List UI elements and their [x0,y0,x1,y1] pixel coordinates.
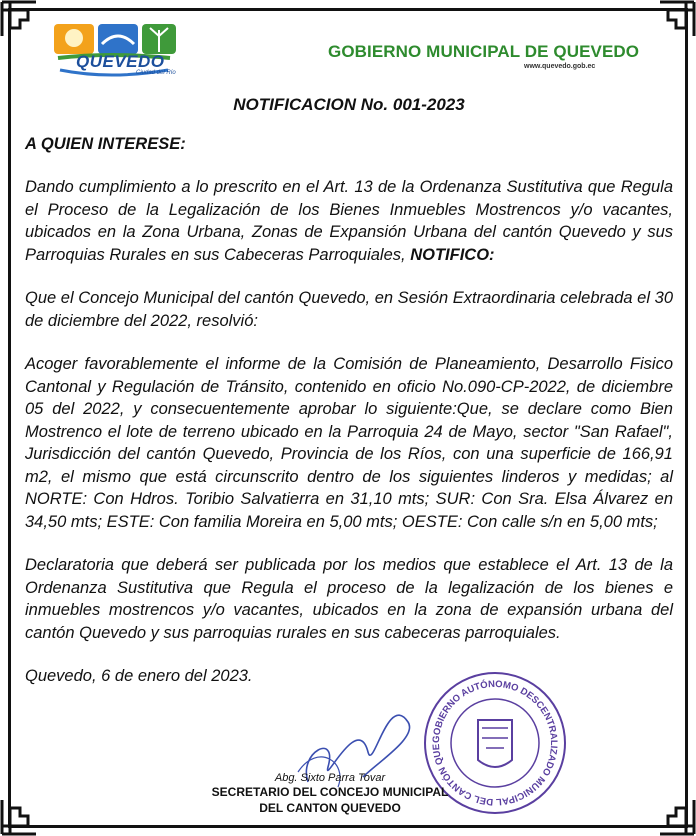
government-url: www.quevedo.gob.ec [524,63,596,70]
signer-block [180,772,480,816]
corner-ornament [0,0,38,38]
signer-title: DEL CANTON QUEVEDO [259,801,401,815]
place-date: Quevedo, 6 de enero del 2023. [25,667,253,685]
signer-title: SECRETARIO DEL CONCEJO MUNICIPAL [211,785,449,799]
paragraph: Acoger favorablemente el informe de la Comisión de Planeamiento, Desarrollo Fisico Cantonal y Regulación de Tránsito, contenido en oficio No.090-CP-2022, de diciembre 05 del 2022, y consecuentemente aprobar lo siguiente:Que, se declare como Bien Mostrenco el lote de terreno ubicado en la Parroquia 24 de Mayo, sector "San Rafael", Jurisdicción del cantón Quevedo, Provincia de los Ríos, con una superficie de 166,91 m2, el mismo que está circunscrito dentro de los siguientes linderos y medidas; al NORTE: Con Hdros. Toribio Salvatierra en 31,10 mts; SUR: Con Sra. Elsa Álvarez en 34,50 mts; ESTE: Con familia Moreira en 5,00 mts; OESTE: Con calle s/n en 5,00 mts; [25,355,673,531]
paragraph-text: Dando cumplimiento a lo prescrito en el Art. 13 de la Ordenanza Sustitutiva que Regula el Proceso de la Legalización de los Bienes Inmuebles Mostrencos y/o vacantes, ubicados en la Zona Urbana, Zonas de Expansión Urbana del cantón Quevedo y sus Parroquias Rurales en sus Cabeceras Parroquiales, [25,178,673,264]
letterhead [50,22,650,84]
government-title: GOBIERNO MUNICIPAL DE QUEVEDO [328,42,640,61]
paragraph [25,176,673,266]
corner-ornament [658,798,696,836]
signer-name: Abg. Sixto Parra Tovar [274,772,386,784]
corner-ornament [0,798,38,836]
notifico-label: NOTIFICO: [410,245,495,264]
paragraph: Que el Concejo Municipal del cantón Quevedo, en Sesión Extraordinaria celebrada el 30 de diciembre del 2022, resolvió: [25,289,673,330]
quevedo-logo [50,22,200,80]
notification-body [25,88,673,688]
document-title: NOTIFICACION No. 001-2023 [233,95,465,114]
corner-ornament [658,0,696,38]
addressee: A QUIEN INTERESE: [25,134,186,153]
svg-text:GOBIERNO AUTÓNOMO DESCENTRALIZ: GOBIERNO AUTÓNOMO DESCENTRALIZADO MUNICIPAL DEL CANTÓN QUE [430,678,560,808]
paragraph: Declaratoria que deberá ser publicada por los medios que establece el Art. 13 de la Ordenanza Sustitutiva que Regula el proceso de la legalización de los bienes e inmuebles mostrencos y/o vacantes, ubicados en la zona de expansión urbana del cantón Quevedo y sus parroquias rurales en sus cabeceras parroquiales. [25,556,673,642]
logo-tagline: Ciudad del Río [136,70,176,76]
logo-wordmark: QUEVEDO [76,52,165,71]
